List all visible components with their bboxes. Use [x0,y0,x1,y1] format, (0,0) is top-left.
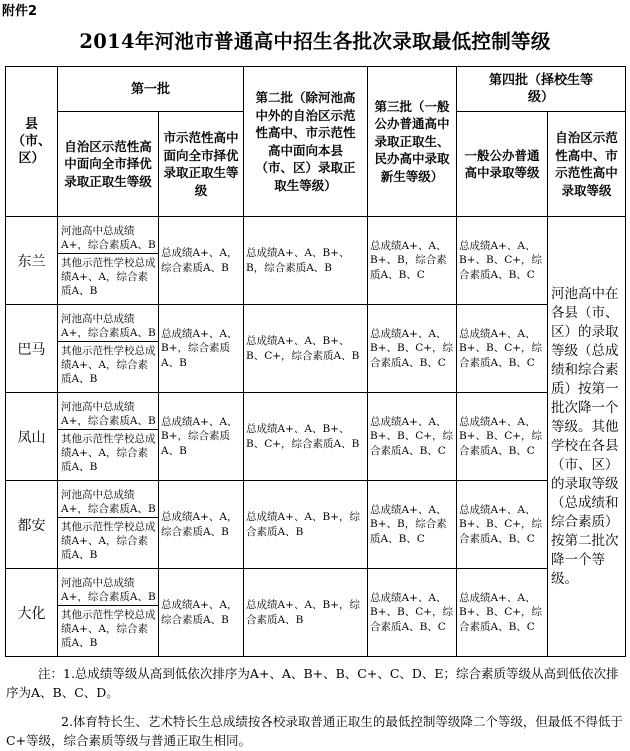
batch2-cell: 总成绩A+、A、B+，综合素质A、B [244,481,368,569]
header-batch4-general: 一般公办普通高中录取等级 [457,112,548,217]
batch3-cell: 总成绩A+、A、B+、B、C+，综合素质A、B、C [368,393,457,481]
header-batch3: 第三批（一般公办普通高中录取正取生、民办高中录取新生等级） [368,67,457,217]
batch2-cell: 总成绩A+、A、B+、B、C+，综合素质A、B [244,393,368,481]
batch4-general-cell: 总成绩A+、A、B+、B、C+，综合素质A、B、C [457,569,548,657]
batch3-cell: 总成绩A+、A、B+、B、C+，综合素质A、B、C [368,305,457,393]
other-schools-requirement: 其他示范性学校总成绩A+、A，综合素质A、B [61,609,156,649]
batch1-city-cell: 总成绩A+、A、B+，综合素质A、B [159,305,244,393]
batch3-cell: 总成绩A+、A、B+、B、C+，综合素质A、B、C [368,569,457,657]
other-schools-requirement: 其他示范性学校总成绩A+、A，综合素质A、B [61,433,156,473]
hechi-high-requirement: 河池高中总成绩A+，综合素质A、B [58,574,158,606]
county-cell: 大化 [6,569,58,657]
county-cell: 巴马 [6,305,58,393]
hechi-high-requirement: 河池高中总成绩A+，综合素质A、B [58,398,158,430]
batch4-general-cell: 总成绩A+、A、B+、B、C+，综合素质A、B、C [457,217,548,305]
batch1-autonomous-cell [58,481,159,569]
county-cell: 东兰 [6,217,58,305]
attachment-label: 附件2 [2,4,38,19]
batch2-cell: 总成绩A+、A、B+，综合素质A、B [244,569,368,657]
batch4-general-cell: 总成绩A+、A、B+、B、C+，综合素质A、B、C [457,305,548,393]
batch1-autonomous-cell [58,393,159,481]
header-batch1-autonomous: 自治区示范性高中面向全市择优录取正取生等级 [58,112,159,217]
batch1-autonomous-cell [58,305,159,393]
batch1-city-cell: 总成绩A+、A，综合素质A、B [159,217,244,305]
header-batch1-city: 市示范性高中面向全市择优录取正取生等级 [159,112,244,217]
header-batch1: 第一批 [58,67,244,112]
hechi-high-requirement: 河池高中总成绩A+，综合素质A、B [58,486,158,518]
other-schools-requirement: 其他示范性学校总成绩A+、A，综合素质A、B [61,345,156,385]
hechi-high-requirement: 河池高中总成绩A+，综合素质A、B [58,222,158,254]
batch4-model-merged-cell: 河池高中在各县（市、区）的录取等级（总成绩和综合素质）按第一批次降一个等级。其他学校在各县（市、区）的录取等级（总成绩和综合素质）按第二批次降一个等级。 [548,217,626,657]
batch3-cell: 总成绩A+、A、B+、B，综合素质A、B、C [368,481,457,569]
note-1: 注：1.总成绩等级从高到低依次排序为A+、A、B+、B、C+、C、D、E；综合素质等级从高到低依次排序为A、B、C、D。 [6,666,619,700]
table-row [6,217,626,305]
admission-table [5,66,626,657]
batch1-autonomous-cell [58,217,159,305]
batch4-general-cell: 总成绩A+、A、B+、B、C+，综合素质A、B、C [457,393,548,481]
header-batch2: 第二批（除河池高中外的自治区示范性高中、市示范性高中面向本县（市、区）录取正取生等级） [244,67,368,217]
table-row [6,481,626,569]
county-cell: 凤山 [6,393,58,481]
header-batch4: 第四批（择校生等级） [457,67,626,112]
table-row [6,569,626,657]
page-title: 2014年河池市普通高中招生各批次录取最低控制等级 [79,30,551,53]
batch1-city-cell: 总成绩A+、A、B+，综合素质A、B [159,393,244,481]
batch2-cell: 总成绩A+、A、B+、B，综合素质A、B [244,217,368,305]
hechi-high-requirement: 河池高中总成绩A+，综合素质A、B [58,310,158,342]
other-schools-requirement: 其他示范性学校总成绩A+、A，综合素质A、B [61,521,156,561]
batch1-autonomous-cell [58,569,159,657]
note-2: 2.体育特长生、艺术特长生总成绩按各校录取普通正取生的最低控制等级降二个等级，但最低不得低于C+等级，综合素质等级与普通正取生相同。 [6,714,623,748]
header-county: 县（市、区） [6,67,58,217]
header-batch4-model: 自治区示范性高中、市示范性高中录取等级 [548,112,626,217]
county-cell: 都安 [6,481,58,569]
batch2-cell: 总成绩A+、A、B+、B、C+，综合素质A、B [244,305,368,393]
batch4-general-cell: 总成绩A+、A、B+、B、C+，综合素质A、B、C [457,481,548,569]
other-schools-requirement: 其他示范性学校总成绩A+、A，综合素质A、B [61,257,156,297]
batch1-city-cell: 总成绩A+、A，综合素质A、B [159,569,244,657]
batch1-city-cell: 总成绩A+、A，综合素质A、B [159,481,244,569]
table-row [6,305,626,393]
table-row [6,393,626,481]
batch3-cell: 总成绩A+、A、B+、B，综合素质A、B、C [368,217,457,305]
